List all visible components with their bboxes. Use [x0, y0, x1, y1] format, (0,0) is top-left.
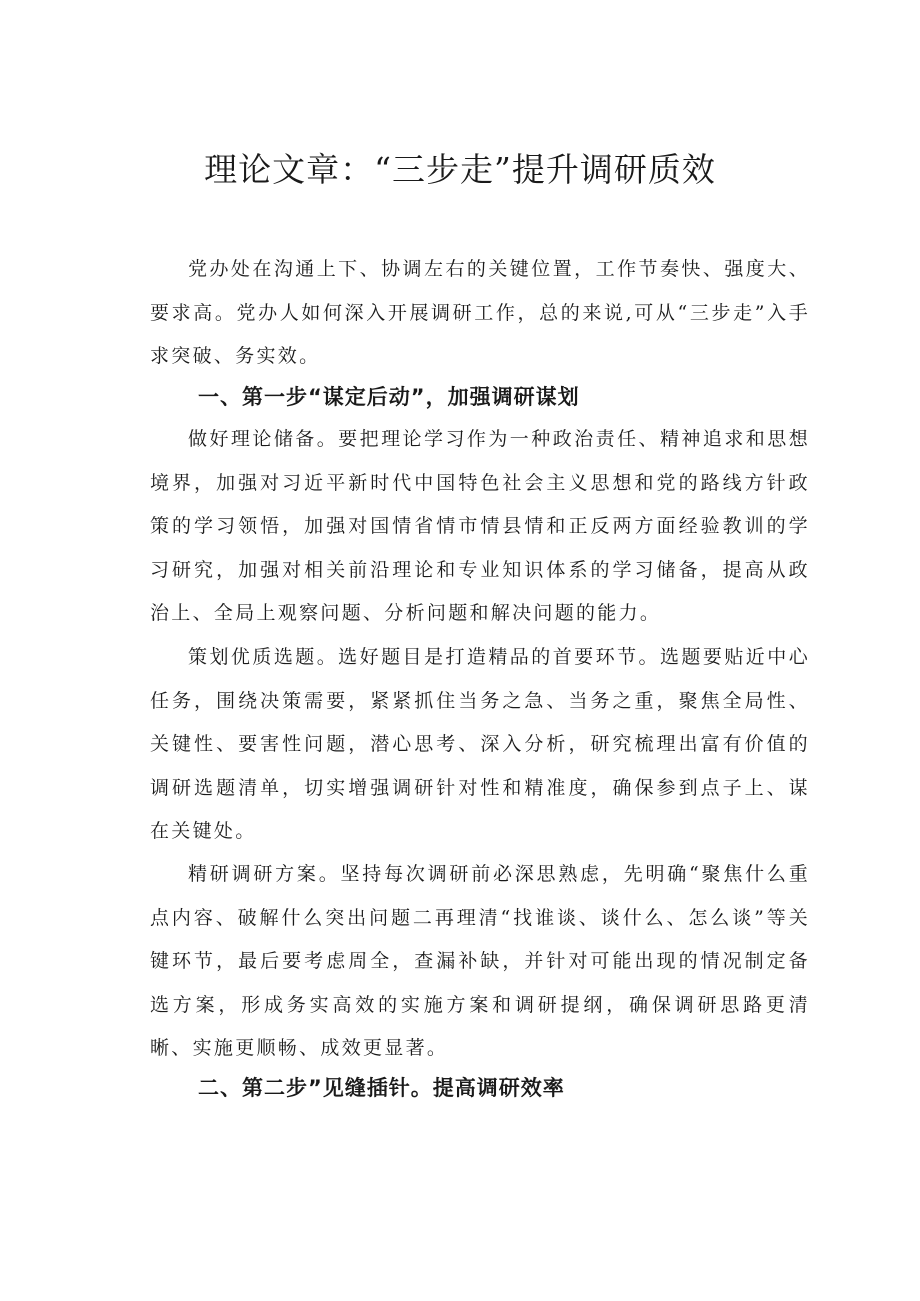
section-2-heading: 二、第二步”见缝插针。提高调研效率 — [198, 1076, 565, 1100]
section-1-paragraph-plan: 精研调研方案。坚持每次调研前必深思熟虑，先明确“聚焦什么重点内容、破解什么突出问题二再理清“找谁谈、谈什么、怎么谈”等关键环节，最后要考虑周全，查漏补缺，并针对可能出现的情况制定备选方案，形成务实高效的实施方案和调研提纲，确保调研思路更清晰、实施更顺畅、成效更显著。 — [150, 863, 810, 1059]
section-1-paragraph-theory: 做好理论储备。要把理论学习作为一种政治责任、精神追求和思想境界，加强对习近平新时代中国特色社会主义思想和党的路线方针政策的学习领悟，加强对国情省情市情县情和正反两方面经验教训的学习研究，加强对相关前沿理论和专业知识体系的学习储备，提高从政治上、全局上观察问题、分析问题和解决问题的能力。 — [150, 428, 810, 624]
section-1-heading: 一、第一步“谋定后动”，加强调研谋划 — [198, 385, 580, 409]
document-title: 理论文章：“三步走”提升调研质效 — [204, 150, 716, 189]
section-1-paragraph-topic: 策划优质选题。选好题目是打造精品的首要环节。选题要贴近中心任务，围绕决策需要，紧紧抓住当务之急、当务之重，聚焦全局性、关键性、要害性问题，潜心思考、深入分析，研究梳理出富有价值的调研选题清单，切实增强调研针对性和精准度，确保参到点子上、谋在关键处。 — [150, 646, 810, 842]
intro-paragraph: 党办处在沟通上下、协调左右的关键位置，工作节奏快、强度大、要求高。党办人如何深入开展调研工作，总的来说,可从“三步走”入手求突破、务实效。 — [150, 258, 810, 367]
